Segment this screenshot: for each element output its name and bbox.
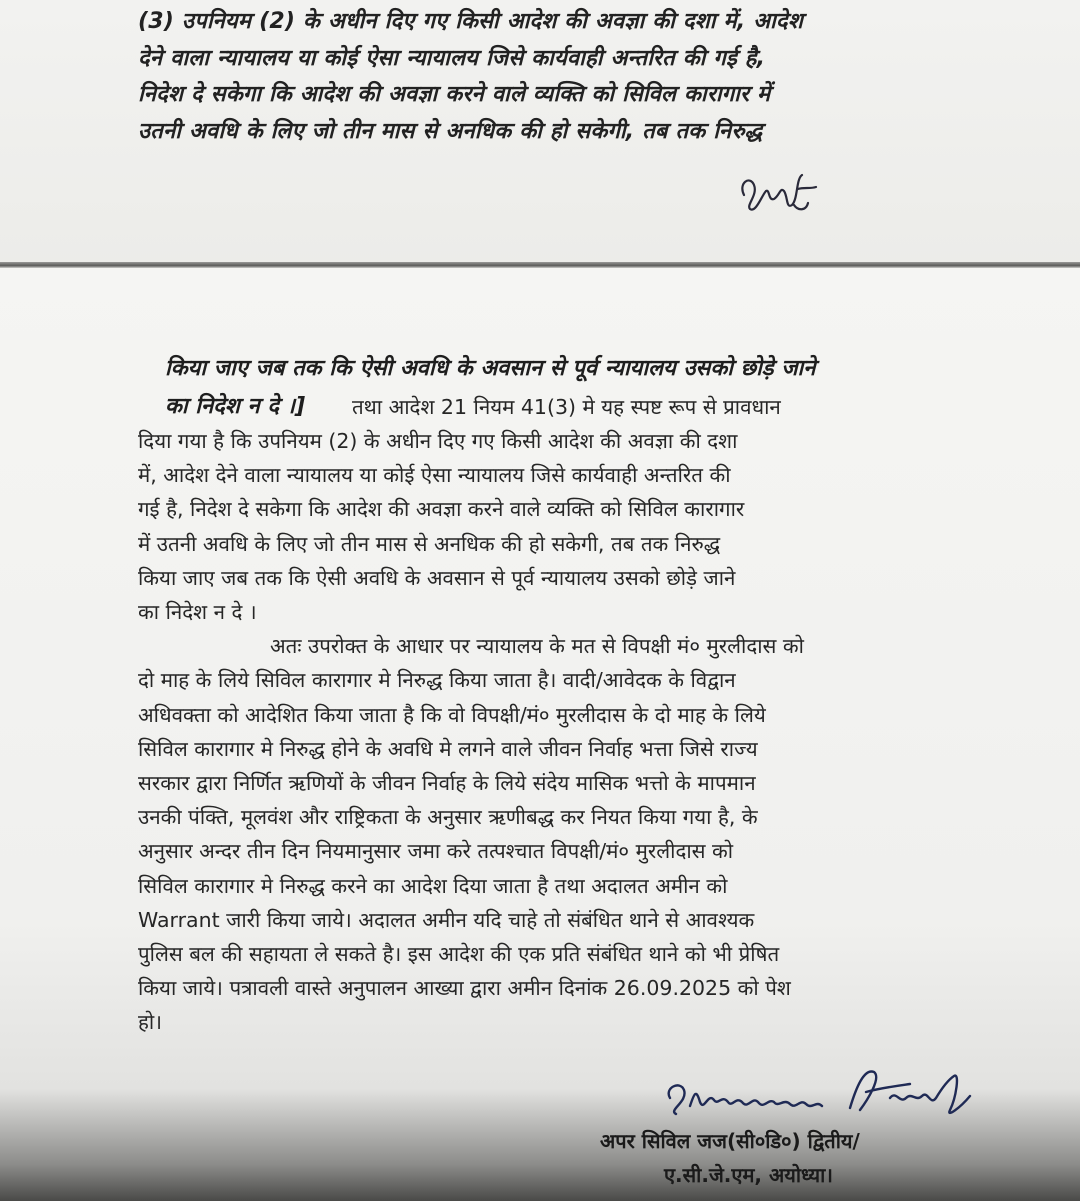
top-line: निदेश दे सकेगा कि आदेश की अवज्ञा करने वाले व्यक्ति को सिविल कारागार में — [138, 82, 771, 107]
order-body — [138, 424, 953, 1040]
para2-line: अनुसार अन्दर तीन दिन नियमानुसार जमा करे तत्पश्चात विपक्षी/मं० मुरलीदास को — [138, 839, 734, 864]
para2-line: उनकी पंक्ति, मूलवंश और राष्ट्रिकता के अनुसार ऋणीबद्ध कर नियत किया गया है, के — [138, 805, 758, 830]
para2-line: सरकार द्वारा निर्णित ऋणियों के जीवन निर्वाह के लिये संदेय मासिक भत्तो के मापमान — [138, 771, 756, 796]
para1-line: में, आदेश देने वाला न्यायालय या कोई ऐसा न्यायालय जिसे कार्यवाही अन्तरित की — [138, 463, 731, 488]
para1-line: का निदेश न दे । — [138, 600, 257, 625]
para2-line: हो। — [138, 1010, 162, 1035]
initials-signature — [736, 165, 826, 215]
main-page — [0, 268, 1080, 1201]
signature-block — [600, 1058, 1020, 1188]
para2-line: Warrant जारी किया जाये। अदालत अमीन यदि चाहे तो संबंधित थाने से आवश्यक — [138, 907, 755, 932]
top-line: उतनी अवधि के लिए जो तीन मास से अनधिक की हो सकेगी, तब तक निरुद्ध — [138, 118, 763, 144]
top-line: (3) उपनियम (2) के अधीन दिए गए किसी आदेश की अवज्ञा की दशा में, आदेश — [138, 9, 803, 34]
para1-line: किया जाए जब तक कि ऐसी अवधि के अवसान से पूर्व न्यायालय उसको छोड़े जाने — [138, 565, 736, 590]
top-line: देने वाला न्यायालय या कोई ऐसा न्यायालय जिसे कार्यवाही अन्तरित की गई है, — [138, 45, 766, 71]
italic-line: का निदेश न दे ।] — [165, 394, 306, 419]
para2-line: अतः उपरोक्त के आधार पर न्यायालय के मत से विपक्षी मं० मुरलीदास को — [270, 634, 804, 659]
designation-title: अपर सिविल जज(सी०डि०) द्वितीय/ — [600, 1129, 860, 1153]
para2-line: सिविल कारागार मे निरुद्ध होने के अवधि मे लगने वाले जीवन निर्वाह भत्ता जिसे राज्य — [138, 736, 758, 761]
para2-line: पुलिस बल की सहायता ले सकते है। इस आदेश की एक प्रति संबंधित थाने को भी प्रेषित — [138, 942, 780, 967]
para1-line: गई है, निदेश दे सकेगा कि आदेश की अवज्ञा करने वाले व्यक्ति को सिविल कारागार — [138, 497, 745, 522]
para2-line: अधिवक्ता को आदेशित किया जाता है कि वो विपक्षी/मं० मुरलीदास के दो माह के लिये — [138, 702, 766, 727]
designation-location: ए.सी.जे.एम, अयोध्या। — [664, 1163, 833, 1187]
italic-line: किया जाए जब तक कि ऐसी अवधि के अवसान से पूर्व न्यायालय उसको छोड़े जाने — [165, 356, 816, 381]
top-fragment-text — [138, 4, 908, 150]
provision-continuation: तथा आदेश 21 नियम 41(3) मे यह स्पष्ट रूप से प्रावधान — [352, 395, 781, 419]
para1-line: में उतनी अवधि के लिए जो तीन मास से अनधिक की हो सकेगी, तब तक निरुद्ध — [138, 531, 721, 556]
para2-line: दो माह के लिये सिविल कारागार मे निरुद्ध किया जाता है। वादी/आवेदक के विद्वान — [138, 668, 736, 693]
judge-designation — [600, 1124, 860, 1192]
handwritten-signature — [660, 1058, 990, 1128]
top-page-fragment — [0, 0, 1080, 268]
para2-line: सिविल कारागार मे निरुद्ध करने का आदेश दिया जाता है तथा अदालत अमीन को — [138, 873, 728, 898]
para1-line: दिया गया है कि उपनियम (2) के अधीन दिए गए किसी आदेश की अवज्ञा की दशा — [138, 429, 738, 453]
para2-line: किया जाये। पत्रावली वास्ते अनुपालन आख्या द्वारा अमीन दिनांक 26.09.2025 को पेश — [138, 976, 791, 1001]
